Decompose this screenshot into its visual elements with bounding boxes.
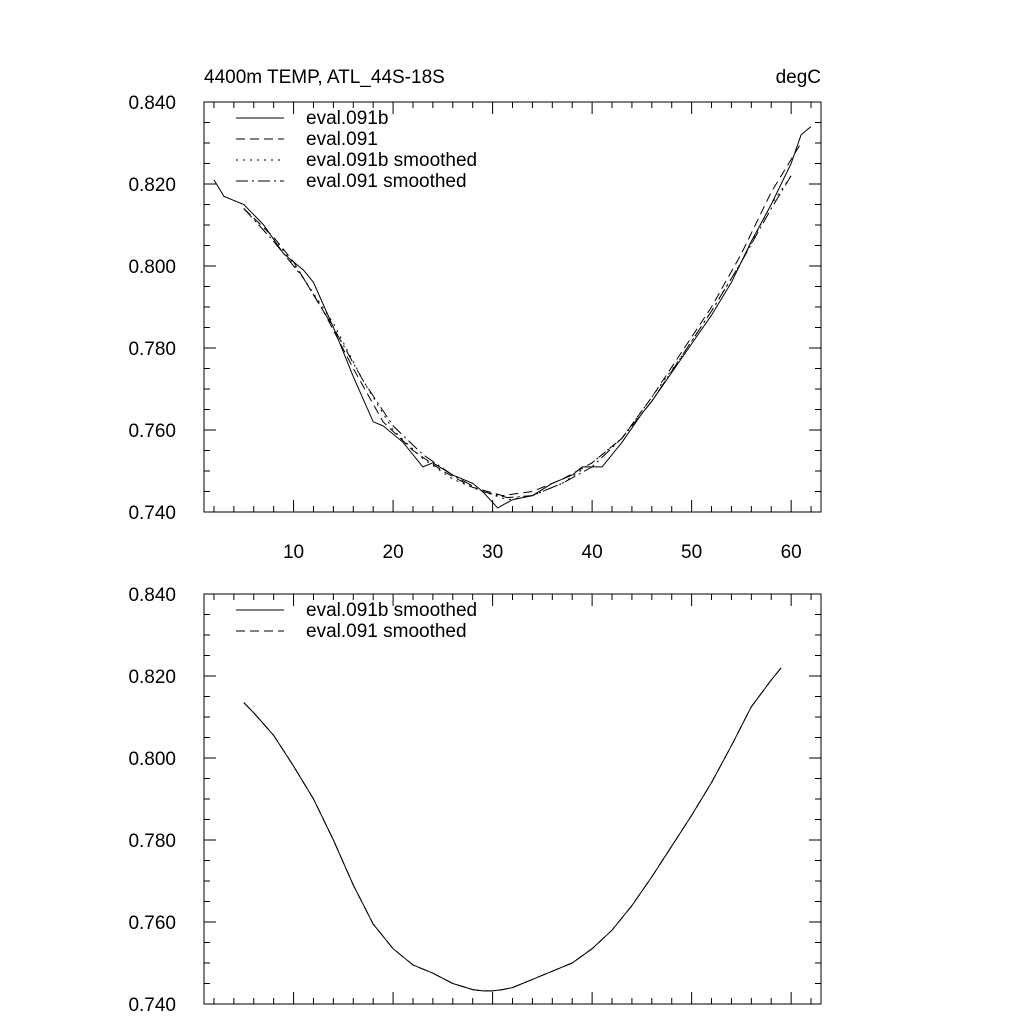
y-tick-label: 0.740 xyxy=(128,503,176,524)
bottom-panel xyxy=(128,585,821,1016)
plot-frame xyxy=(204,594,821,1004)
x-tick-label: 50 xyxy=(681,542,703,563)
legend-label: eval.091 smoothed xyxy=(306,621,467,642)
y-tick-label: 0.820 xyxy=(128,667,176,688)
series-line-1 xyxy=(244,143,801,496)
legend-label: eval.091b smoothed xyxy=(306,600,478,621)
legend-label: eval.091 xyxy=(306,129,378,150)
y-tick-label: 0.740 xyxy=(128,995,176,1016)
chart-title: 4400m TEMP, ATL_44S-18S xyxy=(204,67,445,88)
y-tick-label: 0.760 xyxy=(128,913,176,934)
y-tick-label: 0.840 xyxy=(128,93,176,114)
y-tick-label: 0.780 xyxy=(128,339,176,360)
series-line-2 xyxy=(244,176,791,500)
y-tick-label: 0.760 xyxy=(128,421,176,442)
x-tick-label: 60 xyxy=(780,542,802,563)
x-tick-label: 10 xyxy=(282,542,305,563)
y-tick-label: 0.780 xyxy=(128,831,176,852)
x-tick-label: 30 xyxy=(482,542,504,563)
y-tick-label: 0.800 xyxy=(128,257,176,278)
x-tick-label: 40 xyxy=(581,542,603,563)
legend-label: eval.091b xyxy=(306,108,389,129)
y-tick-label: 0.840 xyxy=(128,585,176,606)
top-panel xyxy=(128,93,821,563)
series-line-3 xyxy=(244,176,791,498)
y-tick-label: 0.820 xyxy=(128,175,176,196)
y-tick-label: 0.800 xyxy=(128,749,176,770)
plot-frame xyxy=(204,102,821,512)
series-line-0 xyxy=(214,127,811,508)
series-line-0 xyxy=(244,668,781,991)
legend-label: eval.091b smoothed xyxy=(306,150,478,171)
series-line-1 xyxy=(244,668,781,991)
legend-label: eval.091 smoothed xyxy=(306,171,467,192)
x-tick-label: 20 xyxy=(382,542,404,563)
chart-units: degC xyxy=(775,67,821,88)
